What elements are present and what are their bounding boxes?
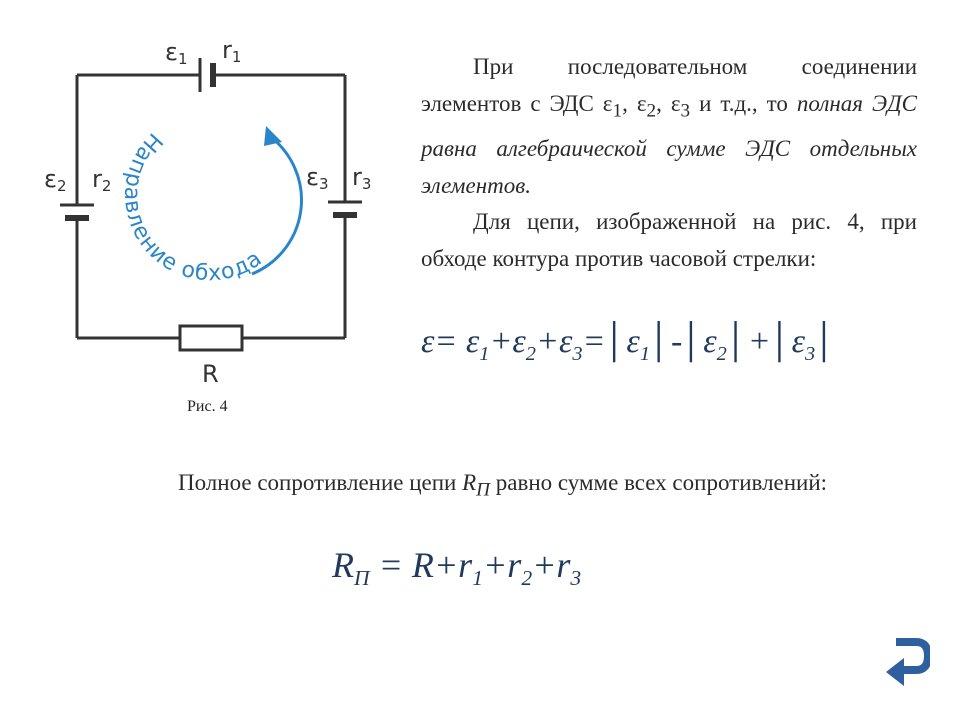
r1-label: r1	[222, 36, 242, 66]
emf-formula: $\varepsilon= \varepsilon_1+\varepsilon_2+\varepsilon_3=│\varepsilon_1│-│\varepsilon_2│+│\varepsilon_3│$	[421, 323, 837, 365]
resistance-formula: $R_П = R+r_1+r_2+r_3$	[332, 545, 582, 591]
paragraph-series-connection: При последовательном соединении элементов с ЭДС $\varepsilon_1$, $\varepsilon_2$, $\varepsilon_3$ и т.д., то полная ЭДС равна алгебраической сумме ЭДС отдельных элементов.	[421, 54, 917, 198]
paragraph-circuit-traversal: Для цепи, изображенной на рис. 4, при обходе контура против часовой стрелки:	[421, 209, 917, 271]
resistor-label: R	[202, 360, 219, 388]
circuit-diagram	[30, 30, 400, 420]
circulation-arrow	[252, 138, 301, 274]
emf3-label: ε3	[306, 163, 329, 193]
paragraph-total-resistance: Полное сопротивление цепи $R_П$ равно сумме всех сопротивлений:	[178, 470, 828, 501]
emf1-label: ε1	[165, 38, 188, 68]
emf2-label: ε2	[44, 165, 67, 195]
return-arrow-icon[interactable]	[882, 632, 930, 686]
figure-caption: Рис. 4	[187, 398, 228, 415]
r2-label: r2	[92, 165, 112, 195]
r3-label: r3	[352, 163, 372, 193]
circuit-wires	[60, 58, 362, 350]
direction-text: Направление обхода	[119, 127, 268, 287]
